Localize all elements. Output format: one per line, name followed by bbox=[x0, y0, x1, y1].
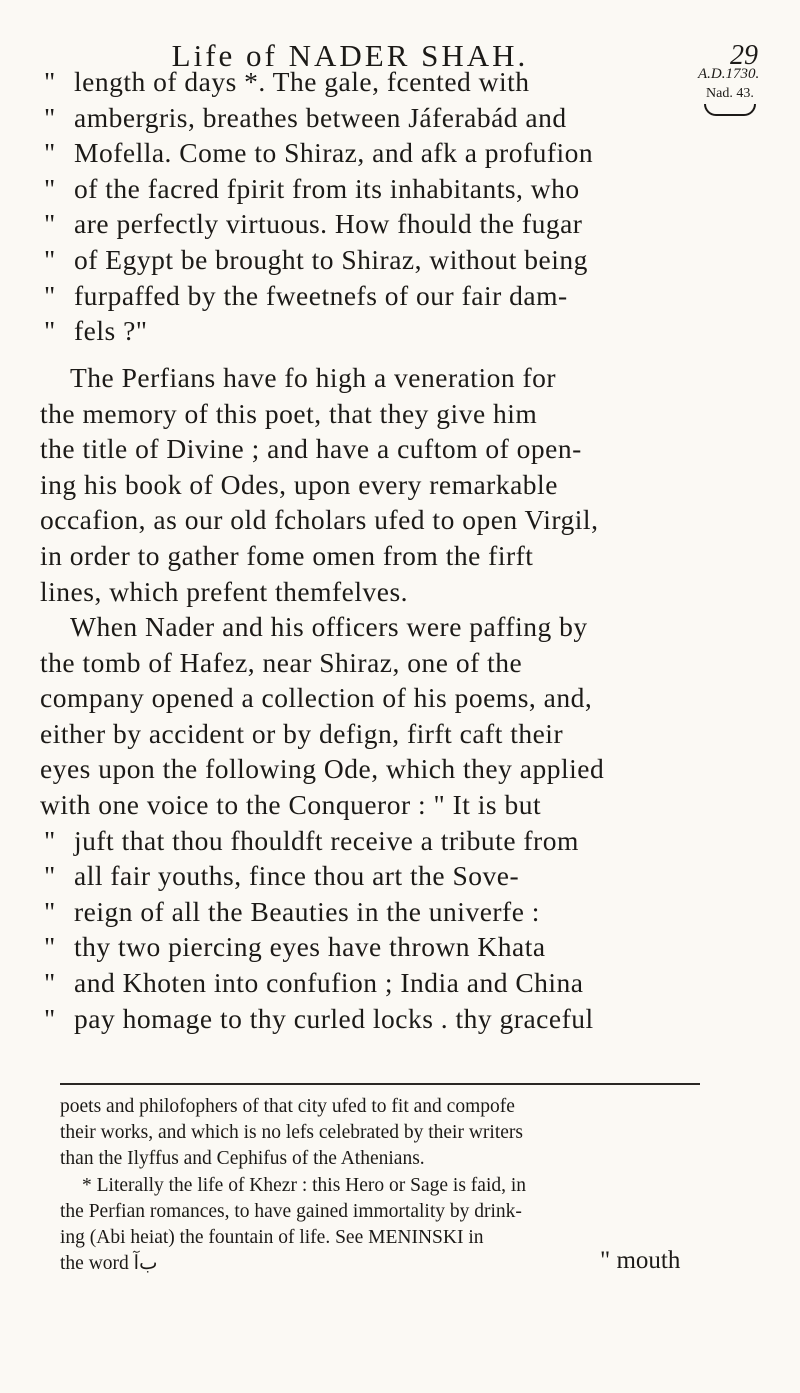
text-line: The Perfians have fo high a veneration for bbox=[70, 362, 557, 393]
footnote-line: than the Ilyffus and Cephifus of the Athenians. bbox=[60, 1148, 425, 1170]
text-line: with one voice to the Conqueror : " It is but bbox=[40, 788, 542, 820]
text-line: " ambergris, breathes between Jáferabád and bbox=[40, 100, 700, 136]
text-line: the title of Divine ; and have a cuftom of open- bbox=[40, 433, 582, 465]
quote-mark: " bbox=[44, 824, 56, 856]
catchword: " mouth bbox=[600, 1247, 681, 1274]
footnote-rule bbox=[60, 1083, 700, 1085]
text-line: eyes upon the following Ode, which they applied bbox=[40, 753, 605, 785]
running-title: Life of NADER SHAH. bbox=[171, 38, 529, 73]
margin-brace bbox=[704, 104, 756, 116]
quote-mark: " bbox=[44, 279, 56, 311]
text-line: " length of days *. The gale, fcented with bbox=[40, 64, 700, 100]
text-line: " of the facred fpirit from its inhabitants, who bbox=[40, 171, 700, 207]
footnote-line: ing (Abi heiat) the fountain of life. See MENINSKI in bbox=[60, 1227, 484, 1249]
footnote-line: poets and philofophers of that city ufed to fit and compofe bbox=[60, 1096, 515, 1117]
quote-mark: " bbox=[44, 137, 56, 169]
text-line: occafion, as our old fcholars ufed to open Virgil, bbox=[40, 504, 599, 536]
text-line: ing his book of Odes, upon every remarkable bbox=[40, 468, 558, 500]
text-line: company opened a collection of his poems, and, bbox=[40, 682, 593, 714]
quote-mark: " bbox=[44, 315, 56, 347]
text-line: either by accident or by defign, firft caft their bbox=[40, 717, 564, 749]
quote-mark: " bbox=[44, 243, 56, 275]
quote-mark: " bbox=[44, 1002, 56, 1034]
text-line: " and Khoten into confufion ; India and China bbox=[40, 965, 700, 1001]
text-line: " fels ?" bbox=[40, 313, 700, 349]
paragraph-tomb-of-hafez bbox=[40, 609, 700, 1036]
text-line: " reign of all the Beauties in the univerfe : bbox=[40, 894, 700, 930]
footnote-line: the Perfian romances, to have gained immortality by drink- bbox=[60, 1200, 522, 1222]
paragraph-veneration bbox=[40, 360, 700, 609]
quote-mark: " bbox=[44, 895, 56, 927]
text-line: " of Egypt be brought to Shiraz, without being bbox=[40, 242, 700, 278]
text-line: When Nader and his officers were paffing by bbox=[70, 611, 588, 642]
text-line: " Mofella. Come to Shiraz, and afk a profufion bbox=[40, 135, 700, 171]
quote-mark: " bbox=[44, 931, 56, 963]
text-line: the memory of this poet, that they give him bbox=[40, 397, 538, 429]
text-line: " thy two piercing eyes have thrown Khata bbox=[40, 929, 700, 965]
footnote-line: * Literally the life of Khezr : this Hero or Sage is faid, in bbox=[82, 1174, 527, 1196]
quote-continuation bbox=[40, 64, 700, 349]
page-number: 29 bbox=[730, 40, 758, 71]
margin-date-note: A.D.1730. bbox=[698, 66, 760, 82]
text-line: " all fair youths, fince thou art the Sove- bbox=[40, 858, 700, 894]
text-line: " furpaffed by the fweetnefs of our fair dam- bbox=[40, 278, 700, 314]
text-line: " juft that thou fhouldft receive a tribute from bbox=[40, 823, 700, 859]
text-line: in order to gather fome omen from the firft bbox=[40, 539, 534, 571]
text-line: " are perfectly virtuous. How fhould the fugar bbox=[40, 206, 700, 242]
text-line: the tomb of Hafez, near Shiraz, one of the bbox=[40, 646, 523, 678]
quote-mark: " bbox=[44, 172, 56, 204]
text-line: lines, which prefent themfelves. bbox=[40, 575, 409, 607]
quote-mark: " bbox=[44, 966, 56, 998]
quote-mark: " bbox=[44, 860, 56, 892]
quote-mark: " bbox=[44, 66, 56, 97]
margin-reign-note: Nad. 43. bbox=[706, 86, 754, 101]
text-line: " pay homage to thy curled locks . thy graceful bbox=[40, 1001, 700, 1037]
footnote-line: the word ﺏﺁ bbox=[60, 1253, 158, 1275]
quote-mark: " bbox=[44, 101, 56, 133]
quote-mark: " bbox=[44, 208, 56, 240]
footnote-line: their works, and which is no lefs celebrated by their writers bbox=[60, 1122, 523, 1144]
